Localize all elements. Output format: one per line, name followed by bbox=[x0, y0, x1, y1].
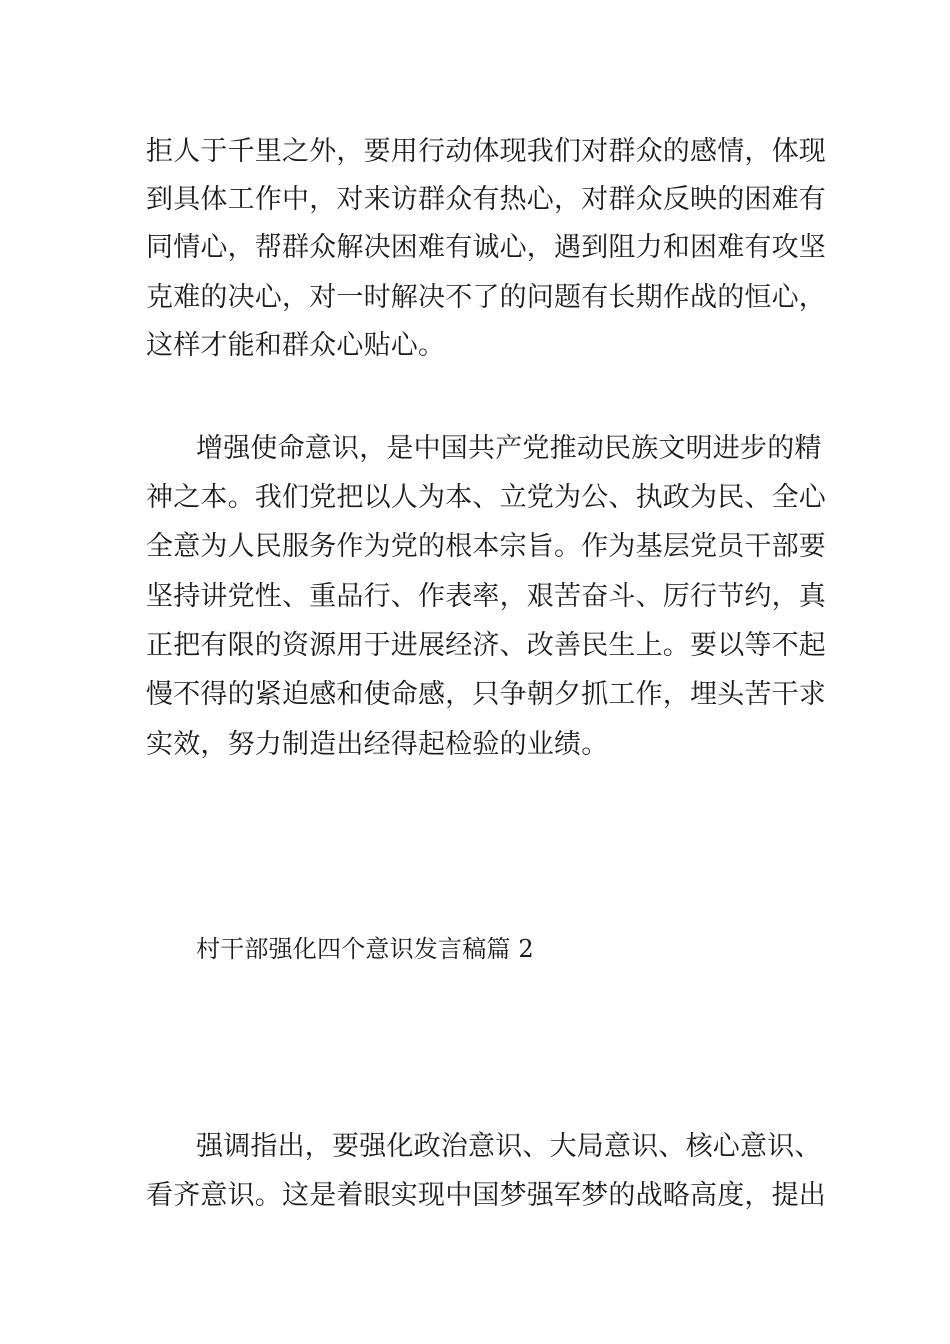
paragraph-1-line-2: 到具体工作中，对来访群众有热心，对群众反映的困难有 bbox=[146, 184, 826, 215]
paragraph-1-line-3: 同情心，帮群众解决困难有诚心，遇到阻力和困难有攻坚 bbox=[146, 232, 826, 263]
section-heading: 村干部强化四个意识发言稿篇 2 bbox=[196, 935, 534, 963]
paragraph-2-line-6: 慢不得的紧迫感和使命感，只争朝夕抓工作，埋头苦干求 bbox=[146, 679, 826, 710]
paragraph-1-line-5: 这样才能和群众心贴心。 bbox=[146, 330, 446, 361]
paragraph-2-line-5: 正把有限的资源用于进展经济、改善民生上。要以等不起 bbox=[146, 630, 826, 661]
paragraph-2-line-3: 全意为人民服务作为党的根本宗旨。作为基层党员干部要 bbox=[146, 531, 826, 562]
paragraph-3-line-1: 强调指出，要强化政治意识、大局意识、核心意识、 bbox=[196, 1131, 822, 1162]
paragraph-2-line-7: 实效，努力制造出经得起检验的业绩。 bbox=[146, 729, 609, 760]
paragraph-2-line-2: 神之本。我们党把以人为本、立党为公、执政为民、全心 bbox=[146, 482, 826, 513]
paragraph-2-line-4: 坚持讲党性、重品行、作表率，艰苦奋斗、厉行节约，真 bbox=[146, 581, 826, 612]
paragraph-2-line-1: 增强使命意识，是中国共产党推动民族文明进步的精 bbox=[196, 433, 822, 464]
paragraph-1-line-1: 拒人于千里之外，要用行动体现我们对群众的感情，体现 bbox=[146, 136, 826, 167]
paragraph-1-line-4: 克难的决心，对一时解决不了的问题有长期作战的恒心， bbox=[146, 282, 826, 313]
paragraph-3-line-2: 看齐意识。这是着眼实现中国梦强军梦的战略高度，提出 bbox=[146, 1180, 826, 1211]
